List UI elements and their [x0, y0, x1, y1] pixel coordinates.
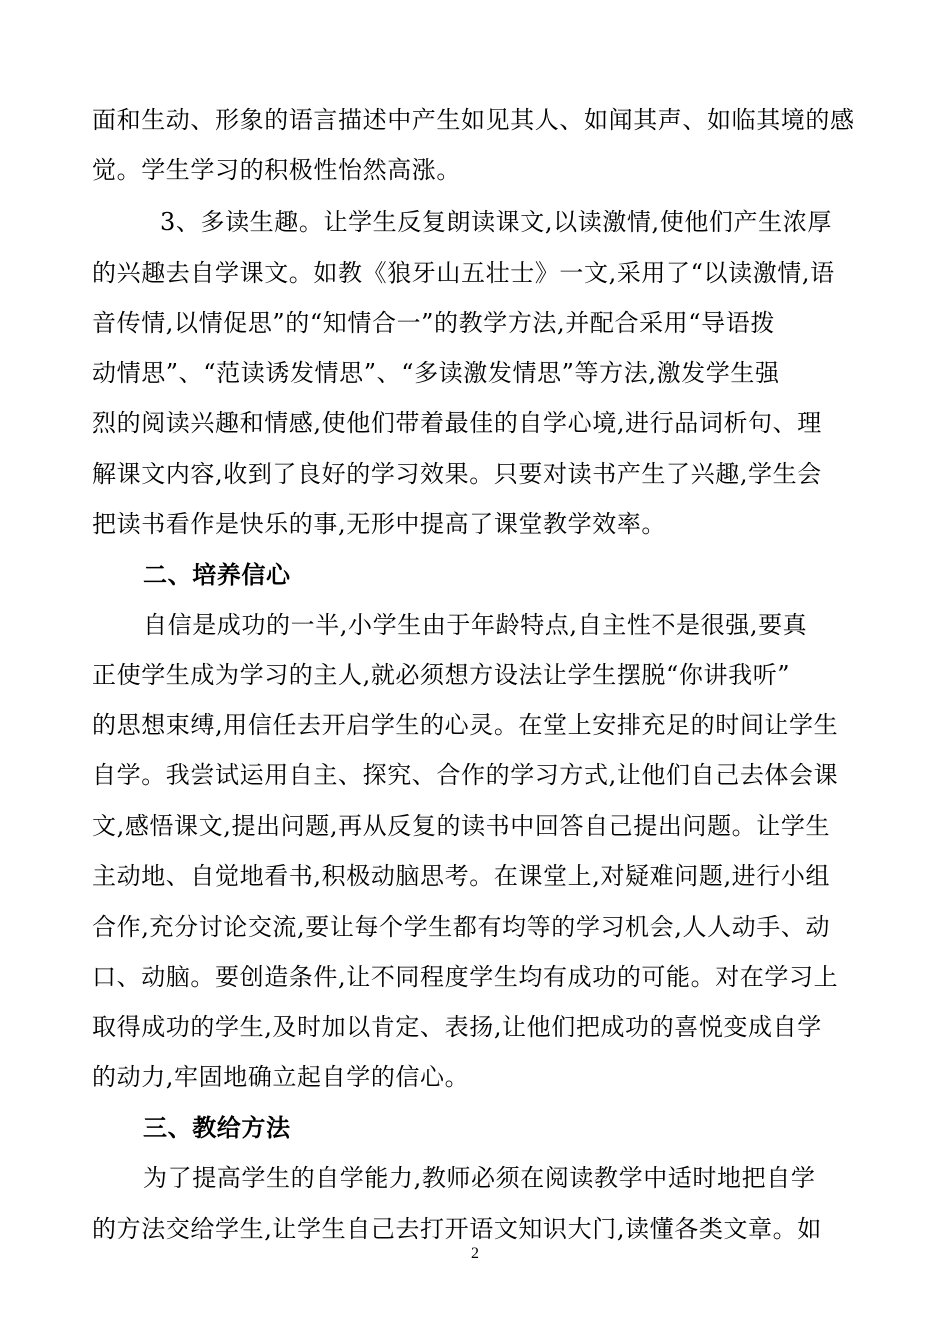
body-text-line: 的动力,牢固地确立起自学的信心。: [92, 1063, 470, 1091]
body-text-line: 自信是成功的一半,小学生由于年龄特点,自主性不是很强,要真: [143, 611, 808, 639]
body-text-line: 口、动脑。要创造条件,让不同程度学生均有成功的可能。对在学习上: [92, 963, 839, 991]
body-text-line: 合作,充分讨论交流,要让每个学生都有均等的学习机会,人人动手、动: [92, 913, 831, 941]
body-text-line: 烈的阅读兴趣和情感,使他们带着最佳的自学心境,进行品词析句、理: [92, 409, 822, 437]
body-text-line: 的兴趣去自学课文。如教《狼牙山五壮士》一文,采用了“以读激情,语: [92, 259, 835, 287]
body-text-line: 的方法交给学生,让学生自己去打开语文知识大门,读懂各类文章。如: [92, 1215, 822, 1243]
section-heading: 二、培养信心: [143, 561, 291, 589]
body-text-line: 解课文内容,收到了良好的学习效果。只要对读书产生了兴趣,学生会: [92, 460, 822, 488]
body-text-line: 3、多读生趣。让学生反复朗读课文,以读激情,使他们产生浓厚: [160, 208, 832, 236]
body-text-line: 动情思”、“范读诱发情思”、“多读激发情思”等方法,激发学生强: [92, 359, 780, 387]
body-text-line: 文,感悟课文,提出问题,再从反复的读书中回答自己提出问题。让学生: [92, 812, 831, 840]
body-text-line: 主动地、自觉地看书,积极动脑思考。在课堂上,对疑难问题,进行小组: [92, 862, 831, 890]
body-text-line: 取得成功的学生,及时加以肯定、表扬,让他们把成功的喜悦变成自学: [92, 1013, 822, 1041]
body-text-line: 的思想束缚,用信任去开启学生的心灵。在堂上安排充足的时间让学生: [92, 711, 839, 739]
page-number: 2: [471, 1245, 479, 1262]
body-text-line: 觉。学生学习的积极性怡然高涨。: [92, 156, 461, 184]
body-text-line: 自学。我尝试运用自主、探究、合作的学习方式,让他们自己去体会课: [92, 761, 839, 789]
section-heading: 三、教给方法: [143, 1114, 291, 1142]
body-text-line: 面和生动、形象的语言描述中产生如见其人、如闻其声、如临其境的感: [92, 106, 855, 134]
body-text-line: 把读书看作是快乐的事,无形中提高了课堂教学效率。: [92, 510, 667, 538]
body-text-line: 正使学生成为学习的主人,就必须想方设法让学生摆脱“你讲我听”: [92, 661, 791, 689]
body-text-line: 为了提高学生的自学能力,教师必须在阅读教学中适时地把自学: [143, 1164, 816, 1192]
body-text-line: 音传情,以情促思”的“知情合一”的教学方法,并配合采用“导语拨: [92, 309, 775, 337]
